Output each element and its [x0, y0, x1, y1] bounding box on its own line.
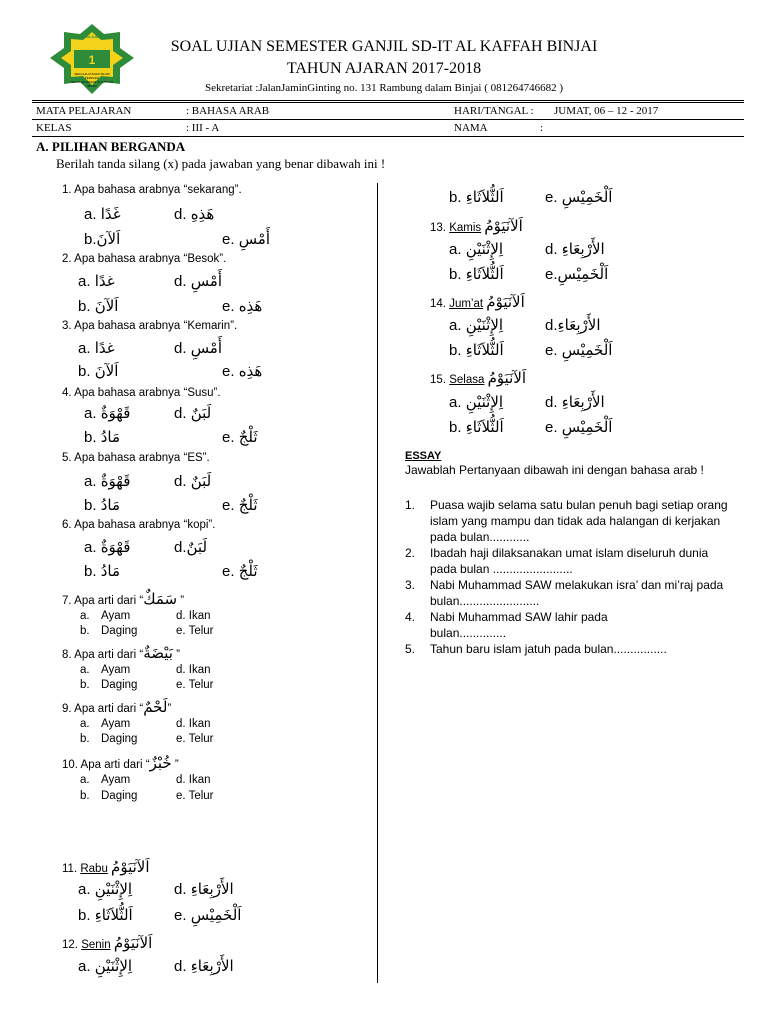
q10-option-e: e. Telur	[176, 790, 214, 802]
q7-option-a-letter: a.	[80, 610, 90, 622]
q14-option-d: d.الأَرْبِعَاءِ	[545, 316, 601, 334]
q8-option-d: d. Ikan	[176, 664, 211, 676]
q9-option-e: e. Telur	[176, 733, 214, 745]
header-title-line1: SOAL UJIAN SEMESTER GANJIL SD-IT AL KAFFAH BINJAI	[170, 38, 598, 55]
q6-option-a: a. قَهْوَةٌ	[84, 538, 131, 556]
q12-option-b: b. اَلثُّلاَثَاءِ	[449, 188, 504, 206]
q10-option-b-letter: b.	[80, 790, 90, 802]
q6-option-b: b. مَادُ	[84, 562, 120, 580]
section-a-title: A. PILIHAN BERGANDA	[36, 139, 186, 154]
q2-option-e: e. هَذِه	[222, 297, 263, 315]
essay-item-1-num: 1.	[405, 498, 416, 512]
q7-option-a: Ayam	[101, 610, 131, 622]
q11-option-d: d. الأَرْبِعَاءِ	[174, 880, 234, 898]
q11-option-b: b. اَلثُّلاَثَاءِ	[78, 906, 133, 924]
q1-option-b: b.اَلآنَ	[84, 230, 121, 248]
question-13: 13. Kamis اَلآنَيَوْمُ	[430, 217, 523, 235]
q10-option-a-letter: a.	[80, 774, 90, 786]
q15-option-d: d. الأَرْبِعَاءِ	[545, 393, 605, 411]
question-6: 6. Apa bahasa arabnya “kopi”.	[62, 519, 216, 531]
q7-option-b: Daging	[101, 625, 138, 637]
q12-option-a: a. اِلإِثْنَيْنِ	[78, 957, 133, 975]
q5-option-b: b. مَادُ	[84, 496, 120, 514]
label-nama: NAMA	[454, 122, 488, 134]
essay-item-3: Nabi Muhammad SAW melakukan isra’ dan mi’raj pada bulan........................	[430, 578, 724, 608]
q15-option-b: b. اَلثُّلاَثَاءِ	[449, 418, 504, 436]
q4-option-a: a. قَهْوَةٌ	[84, 404, 131, 422]
logo-text-bottom: SEKOLAH DASAR ISLAM TERPADU	[74, 72, 110, 80]
info-rule-2	[32, 136, 744, 137]
q5-option-d: d. لَبَنٌ	[174, 472, 212, 490]
question-2: 2. Apa bahasa arabnya “Besok”.	[62, 253, 227, 265]
question-10: 10. Apa arti dari “خُبْزٌ ”	[62, 754, 179, 772]
essay-item-1: Puasa wajib selama satu bulan penuh bagi setiap orang islam yang mampu dan tidak ada halangan di kerjakan pada bulan............	[430, 498, 728, 544]
essay-item-4-num: 4.	[405, 610, 416, 624]
value-kelas: : III - A	[186, 122, 220, 134]
header-address: Sekretariat :JalanJaminGinting no. 131 Rambung dalam Binjai ( 081264746682 )	[204, 82, 564, 94]
q12-option-d: d. الأَرْبِعَاءِ	[174, 957, 234, 975]
q1-option-e: e. أَمْسِ	[222, 230, 271, 248]
q5-option-a: a. قَهْوَةٌ	[84, 472, 131, 490]
q13-option-b: b. اَلثُّلاَثَاءِ	[449, 265, 504, 283]
question-15: 15. Selasa اَلآنَيَوْمُ	[430, 369, 527, 387]
q8-option-a: Ayam	[101, 664, 131, 676]
label-hari: HARI/TANGAL :	[454, 105, 534, 117]
header-rule-top	[32, 100, 744, 101]
q7-option-d: d. Ikan	[176, 610, 211, 622]
q14-option-a: a. اِلإِثْنَيْنِ	[449, 316, 504, 334]
question-1: 1. Apa bahasa arabnya “sekarang”.	[62, 184, 242, 196]
label-kelas: KELAS	[36, 122, 72, 134]
q4-option-b: b. مَادُ	[84, 428, 120, 446]
q13-option-a: a. اِلإِثْنَيْنِ	[449, 240, 504, 258]
question-14: 14. Jum’at اَلآنَيَوْمُ	[430, 293, 525, 311]
essay-item-3-num: 3.	[405, 578, 416, 592]
q4-option-d: d. لَبَنٌ	[174, 404, 212, 422]
logo-text-footer: SEKOLAH DASAR AL KAFFAH BINJAI	[70, 80, 114, 88]
label-mapel: MATA PELAJARAN	[36, 105, 132, 117]
q11-option-e: e. اَلْخَمِيْسِ	[174, 906, 242, 924]
question-12: 12. Senin اَلآنَيَوْمُ	[62, 934, 153, 952]
essay-item-4: Nabi Muhammad SAW lahir pada bulan..............	[430, 610, 608, 640]
q6-option-e: e. ثَلْجٌ	[222, 562, 258, 580]
q10-option-a: Ayam	[101, 774, 131, 786]
q10-option-b: Daging	[101, 790, 138, 802]
q15-option-e: e. اَلْخَمِيْسِ	[545, 418, 613, 436]
essay-item-5: Tahun baru islam jatuh pada bulan................	[430, 642, 667, 656]
question-8: 8. Apa arti dari “بَيْضَةٌ ”	[62, 644, 180, 662]
question-7: 7. Apa arti dari “سَمَكٌ ”	[62, 590, 185, 608]
question-5: 5. Apa bahasa arabnya “ES”.	[62, 452, 210, 464]
value-nama: :	[540, 122, 544, 134]
value-hari: JUMAT, 06 – 12 - 2017	[554, 105, 659, 117]
column-divider	[377, 183, 378, 983]
q6-option-d: d.لَبَنٌ	[174, 538, 208, 556]
q5-option-e: e. ثَلْجٌ	[222, 496, 258, 514]
info-rule-1	[32, 119, 744, 120]
q8-option-e: e. Telur	[176, 679, 214, 691]
svg-text:1: 1	[88, 53, 96, 67]
q13-option-e: e.اَلْخَمِيْسِ	[545, 265, 609, 283]
essay-instruction: Jawablah Pertanyaan dibawah ini dengan bahasa arab !	[405, 463, 704, 477]
q9-option-d: d. Ikan	[176, 718, 211, 730]
q8-option-b: Daging	[101, 679, 138, 691]
q15-option-a: a. اِلإِثْنَيْنِ	[449, 393, 504, 411]
q7-option-b-letter: b.	[80, 625, 90, 637]
question-11: 11. Rabu اَلآنَيَوْمُ	[62, 858, 150, 876]
question-9: 9. Apa arti dari “لَحْمٌ”	[62, 698, 172, 716]
header-title-line2: TAHUN AJARAN 2017-2018	[286, 60, 482, 77]
q9-option-a: Ayam	[101, 718, 131, 730]
question-4: 4. Apa bahasa arabnya “Susu”.	[62, 387, 221, 399]
q8-option-a-letter: a.	[80, 664, 90, 676]
essay-item-2: Ibadah haji dilaksanakan umat islam diseluruh dunia pada bulan ........................	[430, 546, 709, 576]
logo-text-top: SDIT ALKAFFAH	[76, 34, 108, 39]
question-3: 3. Apa bahasa arabnya “Kemarin”.	[62, 320, 238, 332]
q1-option-d: d. هَذِهِ	[174, 205, 215, 223]
header-rule-double	[32, 102, 744, 103]
value-mapel: : BAHASA ARAB	[186, 105, 270, 117]
q9-option-b-letter: b.	[80, 733, 90, 745]
essay-title: ESSAY	[405, 450, 442, 462]
q2-option-a: a. غدًا	[78, 272, 115, 290]
q3-option-d: d. أَمْسِ	[174, 339, 223, 357]
q12-option-e: e. اَلْخَمِيْسِ	[545, 188, 613, 206]
section-a-instruction: Berilah tanda silang (x) pada jawaban yang benar dibawah ini !	[56, 156, 386, 171]
q7-option-e: e. Telur	[176, 625, 214, 637]
q9-option-b: Daging	[101, 733, 138, 745]
essay-item-5-num: 5.	[405, 642, 416, 656]
essay-item-2-num: 2.	[405, 546, 416, 560]
q1-option-a: a. غَدًا	[84, 205, 121, 223]
q14-option-e: e. اَلْخَمِيْسِ	[545, 341, 613, 359]
q8-option-b-letter: b.	[80, 679, 90, 691]
q2-option-d: d. أَمْسِ	[174, 272, 223, 290]
q4-option-e: e. ثَلْجٌ	[222, 428, 258, 446]
q9-option-a-letter: a.	[80, 718, 90, 730]
q3-option-e: e. هَذِه	[222, 362, 263, 380]
q11-option-a: a. اِلإِثْنَيْنِ	[78, 880, 133, 898]
q3-option-b: b. اَلآنَ	[78, 362, 119, 380]
q2-option-b: b. اَلآنَ	[78, 297, 119, 315]
q10-option-d: d. Ikan	[176, 774, 211, 786]
q13-option-d: d. الأَرْبِعَاءِ	[545, 240, 605, 258]
q14-option-b: b. اَلثُّلاَثَاءِ	[449, 341, 504, 359]
q3-option-a: a. غدًا	[78, 339, 115, 357]
